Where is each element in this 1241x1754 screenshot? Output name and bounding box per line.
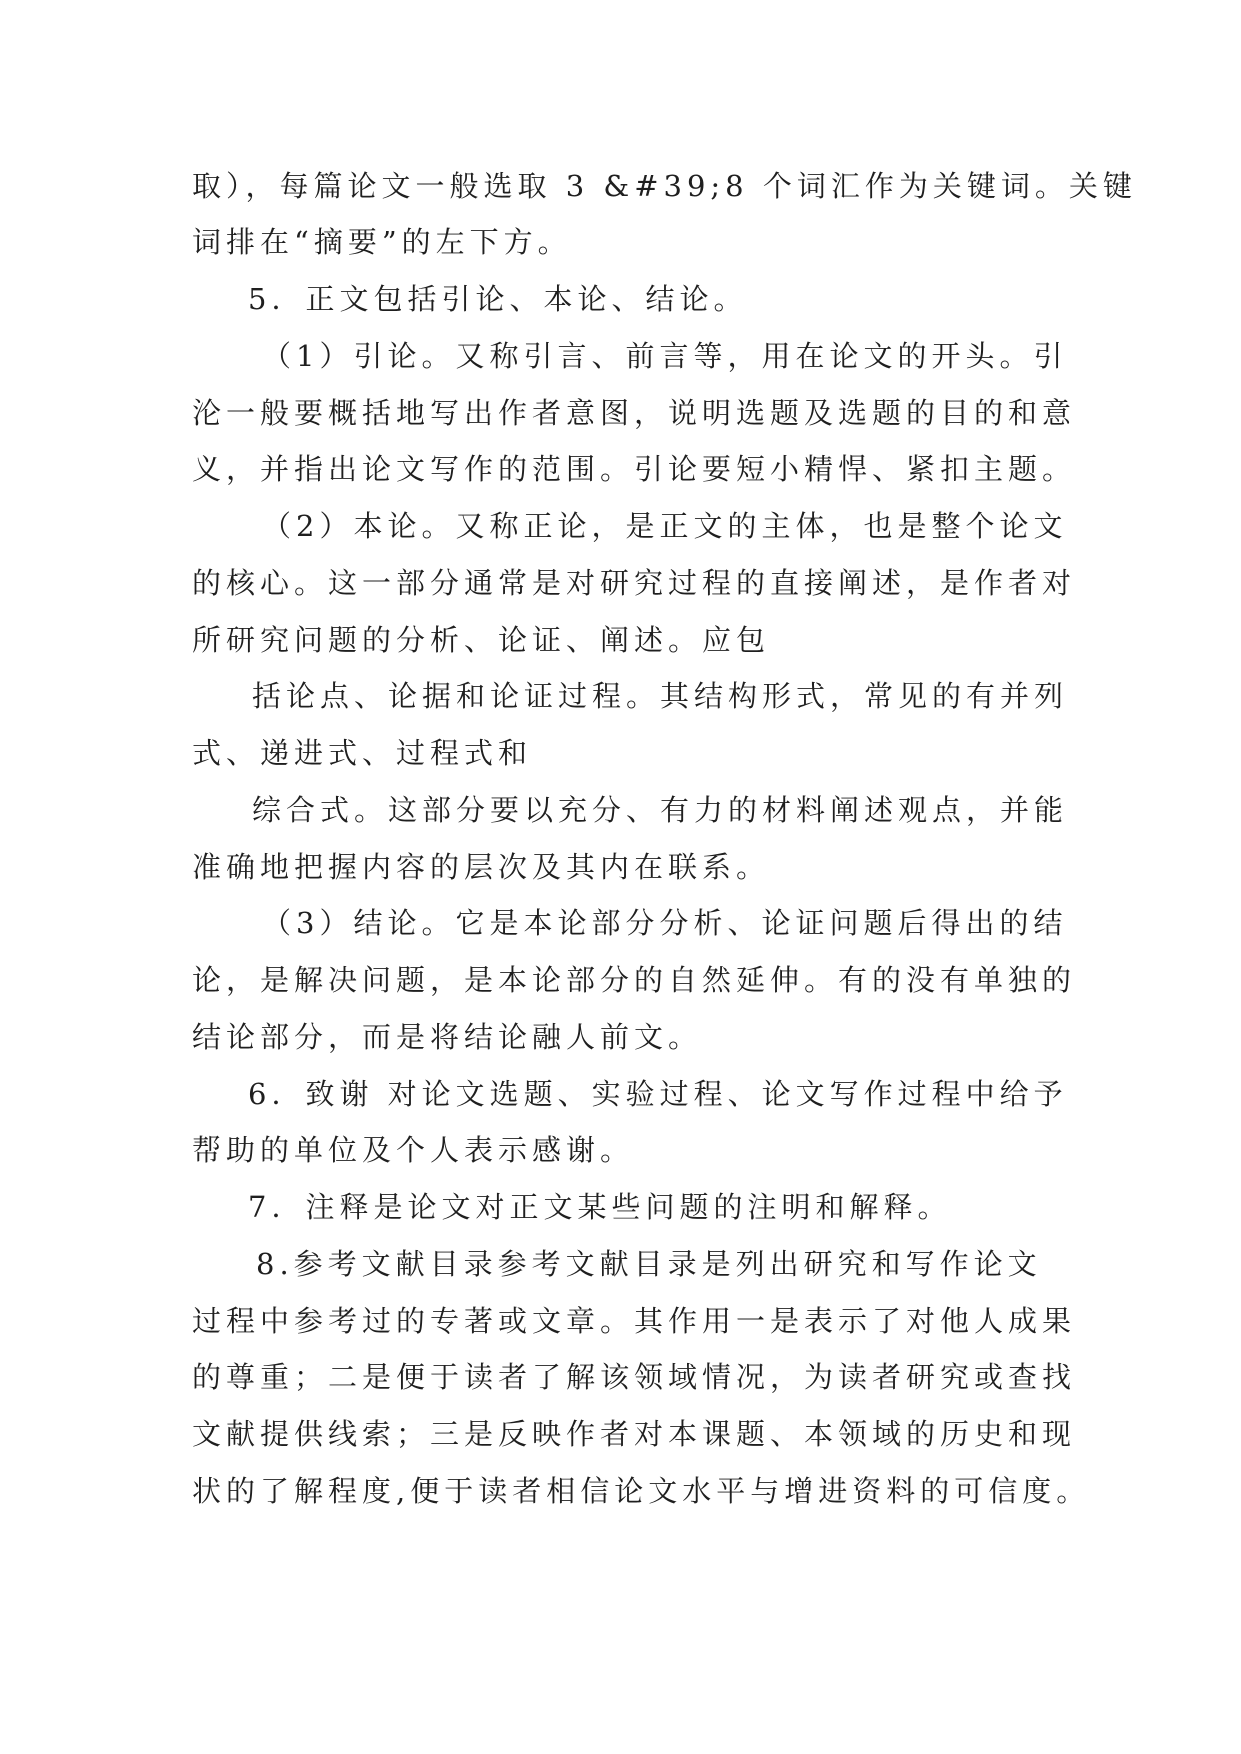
text-line: （3）结论。它是本论部分分析、论证问题后得出的结 (262, 906, 1068, 940)
text-line: 沦一般要概括地写出作者意图，说明选题及选题的目的和意 (192, 396, 1077, 430)
text-line: 括论点、论据和论证过程。其结构形式，常见的有并列 (252, 679, 1069, 713)
text-line: 过程中参考过的专著或文章。其作用一是表示了对他人成果 (192, 1304, 1077, 1338)
text-line: 状的了解程度,便于读者相信论文水平与增进资料的可信度。 (192, 1474, 1091, 1508)
text-line: 义，并指出论文写作的范围。引论要短小精悍、紧扣主题。 (192, 452, 1077, 486)
text-line: 6．致谢 对论文选题、实验过程、论文写作过程中给予 (248, 1077, 1068, 1111)
text-line: （2）本论。又称正论，是正文的主体，也是整个论文 (262, 509, 1068, 543)
text-line: 7．注释是论文对正文某些问题的注明和解释。 (248, 1190, 952, 1224)
text-line: 帮助的单位及个人表示感谢。 (192, 1133, 635, 1167)
text-line: 取），每篇论文一般选取 3 &#39;8 个词汇作为关键词。关键 (192, 169, 1137, 203)
text-line: 所研究问题的分析、论证、阐述。应包 (192, 623, 771, 657)
text-line: 准确地把握内容的层次及其内在联系。 (192, 850, 771, 884)
text-line: 文献提供线索；三是反映作者对本课题、本领域的历史和现 (192, 1417, 1077, 1451)
text-line: 词排在“摘要”的左下方。 (192, 225, 572, 259)
text-line: 式、递进式、过程式和 (192, 736, 533, 770)
text-line: 论，是解决问题，是本论部分的自然延伸。有的没有单独的 (192, 963, 1077, 997)
text-line: 的核心。这一部分通常是对研究过程的直接阐述，是作者对 (192, 566, 1077, 600)
text-line: （1）引论。又称引言、前言等，用在论文的开头。引 (262, 339, 1068, 373)
text-line: 结论部分，而是将结论融人前文。 (192, 1020, 703, 1054)
text-line: 5．正文包括引论、本论、结论。 (248, 282, 748, 316)
text-line: 的尊重；二是便于读者了解该领域情况，为读者研究或查找 (192, 1360, 1077, 1394)
text-line: 8.参考文献目录参考文献目录是列出研究和写作论文 (256, 1247, 1042, 1281)
text-line: 综合式。这部分要以充分、有力的材料阐述观点，并能 (252, 793, 1069, 827)
